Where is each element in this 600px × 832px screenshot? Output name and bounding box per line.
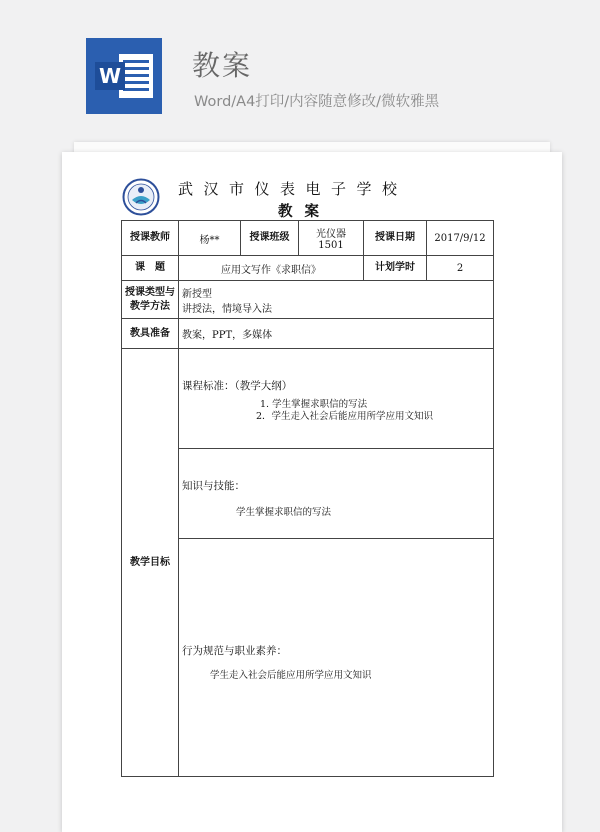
skills-cell — [179, 449, 494, 539]
tools-value: 教案，PPT，多媒体 — [179, 319, 494, 349]
teacher-label: 授课教师 — [122, 221, 179, 256]
class-label: 授课班级 — [241, 221, 299, 256]
table-row — [122, 349, 494, 449]
quality-cell — [179, 539, 494, 777]
date-value: 2017/9/12 — [427, 221, 494, 256]
method-line: 新授型 — [182, 288, 212, 300]
quality-heading: 行为规范与职业素养： — [182, 644, 287, 657]
class-value: 光仪器 1501 — [299, 221, 364, 256]
topic-label: 课 题 — [122, 256, 179, 281]
method-value — [179, 281, 494, 319]
skills-item: 学生掌握求职信的写法 — [236, 506, 332, 518]
table-row — [122, 256, 494, 281]
table-row — [122, 319, 494, 349]
standard-heading: 课程标准：（教学大纲） — [182, 380, 293, 392]
template-subtitle: Word/A4打印/内容随意修改/微软雅黑 — [194, 94, 440, 110]
template-header — [0, 0, 600, 140]
tools-label: 教具准备 — [122, 319, 179, 349]
hours-value: 2 — [427, 256, 494, 281]
teacher-value: 杨** — [179, 221, 241, 256]
table-row — [122, 281, 494, 319]
svg-text:W: W — [98, 64, 122, 88]
topic-value: 应用文写作《求职信》 — [179, 256, 364, 281]
standard-cell — [179, 349, 494, 449]
standard-item: 2．学生走入社会后能应用所学应用文知识 — [256, 411, 434, 422]
document-page — [62, 152, 562, 832]
goals-label: 教学目标 — [122, 349, 179, 777]
method-label: 授课类型与教学方法 — [122, 281, 179, 319]
lesson-plan-table — [121, 220, 494, 777]
method-line: 讲授法，情境导入法 — [182, 303, 272, 315]
quality-item: 学生走入社会后能应用所学应用文知识 — [210, 669, 372, 681]
skills-heading: 知识与技能： — [182, 479, 245, 492]
hours-label: 计划学时 — [364, 256, 427, 281]
plan-title: 教案 — [278, 203, 331, 220]
standard-item: 1. 学生掌握求职信的写法 — [260, 399, 368, 410]
school-emblem-icon — [122, 178, 160, 216]
template-title: 教案 — [192, 49, 253, 82]
school-name: 武汉市仪表电子学校 — [178, 180, 408, 198]
word-icon — [86, 38, 162, 114]
table-row — [122, 221, 494, 256]
date-label: 授课日期 — [364, 221, 427, 256]
